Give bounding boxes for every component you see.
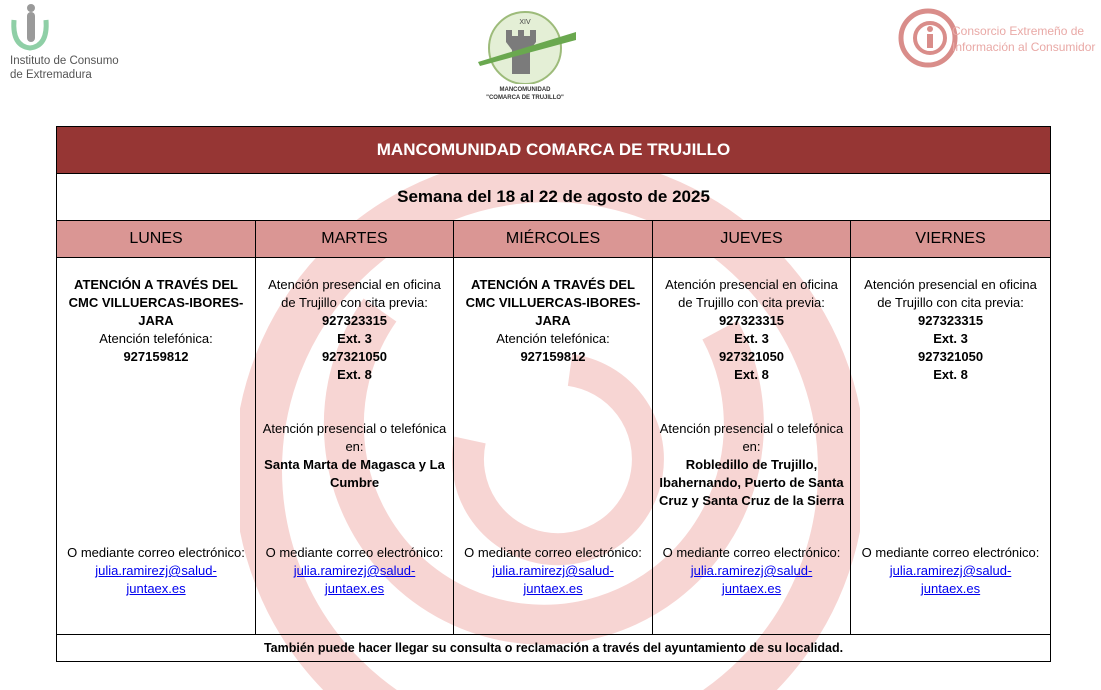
day-header-miercoles: MIÉRCOLES (454, 221, 653, 258)
email-link-part1: julia.ramirezj@salud- (889, 563, 1012, 578)
day-cell-viernes (851, 258, 1051, 635)
phone-number: 927323315 (917, 313, 984, 328)
office-attention-label: Atención presencial en oficina de Trujillo con cita previa: (665, 277, 838, 310)
left-logo-line1: Instituto de Consumo (10, 55, 119, 67)
day-cell-miercoles (454, 258, 653, 635)
email-intro: O mediante correo electrónico: (464, 545, 642, 560)
left-logo-line2: de Extremadura (10, 69, 92, 81)
email-link[interactable] (857, 562, 1044, 598)
phone-number: 927321050 (917, 349, 984, 364)
email-intro: O mediante correo electrónico: (861, 545, 1040, 560)
local-attention-label: Atención presencial o telefónica en: (262, 421, 447, 454)
email-link-part1: julia.ramirezj@salud- (492, 563, 614, 578)
center-logo-line1: MANCOMUNIDAD (499, 87, 551, 93)
local-towns: Santa Marta de Magasca y La Cumbre (264, 457, 445, 490)
footer-note: También puede hacer llegar su consulta o reclamación a través del ayuntamiento de su localidad. (57, 635, 1051, 662)
phone-number: 927323315 (718, 313, 785, 328)
consorcio-icon (896, 6, 958, 70)
day-header-jueves: JUEVES (653, 221, 851, 258)
email-link[interactable] (659, 562, 844, 598)
phone-number: 927159812 (520, 349, 586, 364)
email-link-part1: julia.ramirezj@salud- (293, 563, 416, 578)
cmc-attention-label: ATENCIÓN A TRAVÉS DEL CMC VILLUERCAS-IBORES-JARA (465, 277, 641, 328)
email-link[interactable] (460, 562, 646, 598)
phone-attention-label: Atención telefónica: (99, 331, 213, 346)
email-link-part2: juntaex.es (721, 581, 782, 596)
phone-extension: Ext. 8 (337, 367, 372, 382)
phone-number: 927321050 (718, 349, 785, 364)
week-heading: Semana del 18 al 22 de agosto de 2025 (57, 174, 1051, 221)
mancomunidad-emblem (470, 4, 580, 84)
office-attention-label: Atención presencial en oficina de Trujillo con cita previa: (864, 277, 1037, 310)
phone-number: 927323315 (321, 313, 388, 328)
phone-extension: Ext. 3 (337, 331, 372, 346)
email-link[interactable] (262, 562, 447, 598)
email-link[interactable] (63, 562, 249, 598)
day-cell-martes (256, 258, 454, 635)
email-link-part2: juntaex.es (126, 581, 186, 596)
schedule-table (56, 126, 1051, 662)
office-attention-label: Atención presencial en oficina de Trujillo con cita previa: (268, 277, 441, 310)
phone-number: 927159812 (123, 349, 189, 364)
instituto-consumo-icon (8, 2, 54, 52)
consorcio-logo (896, 6, 1101, 70)
day-header-lunes: LUNES (57, 221, 256, 258)
phone-number: 927321050 (321, 349, 388, 364)
table-title: MANCOMUNIDAD COMARCA DE TRUJILLO (57, 127, 1051, 174)
email-intro: O mediante correo electrónico: (265, 545, 444, 560)
cmc-attention-label: ATENCIÓN A TRAVÉS DEL CMC VILLUERCAS-IBORES-JARA (68, 277, 244, 328)
right-logo-line1: Consorcio Extremeño de (952, 24, 1085, 38)
local-attention-label: Atención presencial o telefónica en: (659, 421, 844, 454)
day-cell-lunes (57, 258, 256, 635)
phone-extension: Ext. 8 (933, 367, 968, 382)
email-link-part2: juntaex.es (920, 581, 981, 596)
emblem-numeral: XIV (519, 19, 531, 26)
day-cell-jueves (653, 258, 851, 635)
email-link-part1: julia.ramirezj@salud- (95, 563, 217, 578)
phone-extension: Ext. 3 (734, 331, 769, 346)
center-logo-line2: "COMARCA DE TRUJILLO" (486, 95, 564, 101)
phone-attention-label: Atención telefónica: (496, 331, 610, 346)
instituto-consumo-logo (8, 2, 158, 84)
email-link-part1: julia.ramirezj@salud- (690, 563, 813, 578)
local-towns: Robledillo de Trujillo, Ibahernando, Puerto de Santa Cruz y Santa Cruz de la Sierra (659, 457, 844, 508)
right-logo-line2: Información al Consumidor (952, 40, 1096, 54)
email-intro: O mediante correo electrónico: (662, 545, 841, 560)
phone-extension: Ext. 3 (933, 331, 968, 346)
day-header-viernes: VIERNES (851, 221, 1051, 258)
email-link-part2: juntaex.es (523, 581, 583, 596)
email-link-part2: juntaex.es (324, 581, 385, 596)
phone-extension: Ext. 8 (734, 367, 769, 382)
email-intro: O mediante correo electrónico: (67, 545, 245, 560)
mancomunidad-logo (470, 4, 580, 102)
day-header-martes: MARTES (256, 221, 454, 258)
